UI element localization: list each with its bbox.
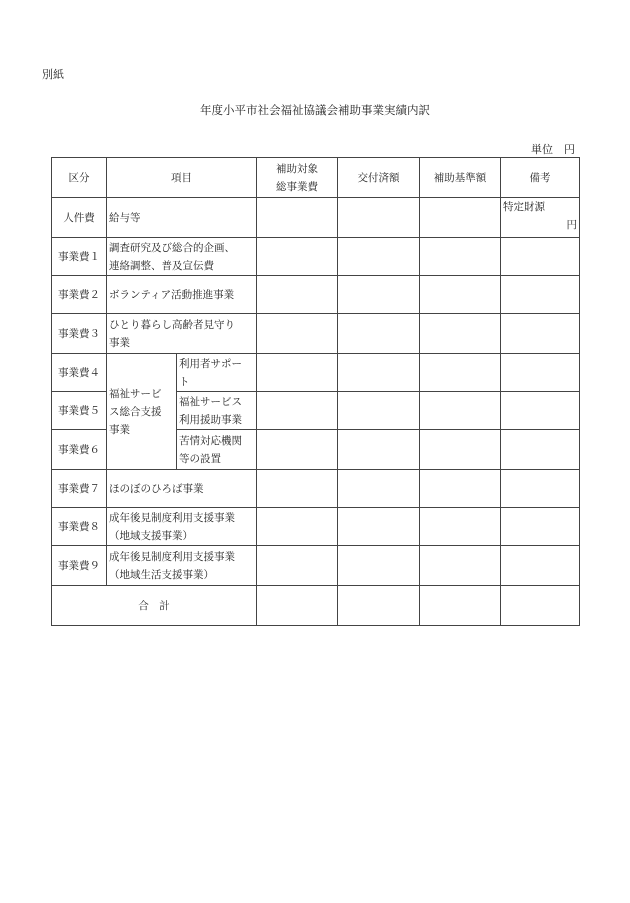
item-line2: （地域生活支援事業） [109, 568, 214, 581]
remarks-cell[interactable] [501, 314, 580, 354]
total-cost-cell[interactable] [257, 508, 338, 546]
remarks-cell[interactable] [501, 430, 580, 470]
item-cell: ほのぼのひろば事業 [107, 470, 257, 508]
header-item: 項目 [107, 158, 257, 198]
group-item-line1: 福祉サービ [109, 387, 162, 400]
category-cell: 事業費９ [52, 546, 107, 586]
category-cell: 事業費１ [52, 238, 107, 276]
category-cell: 事業費８ [52, 508, 107, 546]
total-row [52, 586, 580, 626]
sub-item-cell [177, 430, 257, 470]
sub-item-line1: 苦情対応機関 [179, 434, 242, 447]
category-cell: 事業費３ [52, 314, 107, 354]
total-cost-cell[interactable] [257, 430, 338, 470]
table-row [52, 354, 580, 392]
total-cost-cell[interactable] [257, 470, 338, 508]
table-row [52, 314, 580, 354]
granted-cell[interactable] [338, 470, 420, 508]
item-line2: （地域支援事業） [109, 529, 193, 542]
standard-cell[interactable] [420, 314, 501, 354]
standard-sum-cell[interactable] [420, 586, 501, 626]
granted-cell[interactable] [338, 276, 420, 314]
table-row [52, 276, 580, 314]
remarks-cell[interactable] [501, 354, 580, 392]
total-cost-cell[interactable] [257, 238, 338, 276]
header-total-cost-line2: 総事業費 [276, 180, 318, 193]
category-cell: 事業費６ [52, 430, 107, 470]
total-label: 合 計 [52, 586, 257, 626]
sub-item-line1: 利用者サポー [179, 357, 242, 370]
item-cell: ボランティア活動推進事業 [107, 276, 257, 314]
standard-cell[interactable] [420, 392, 501, 430]
sub-item-cell [177, 392, 257, 430]
sub-item-cell [177, 354, 257, 392]
header-category: 区分 [52, 158, 107, 198]
category-cell: 事業費２ [52, 276, 107, 314]
total-cost-cell[interactable] [257, 276, 338, 314]
remarks-cell[interactable] [501, 238, 580, 276]
category-cell: 人件費 [52, 198, 107, 238]
table-row [52, 198, 580, 238]
total-cost-cell[interactable] [257, 314, 338, 354]
item-cell: 給与等 [107, 198, 257, 238]
category-cell: 事業費７ [52, 470, 107, 508]
group-item-cell [107, 354, 177, 470]
sub-item-line2: ト [179, 375, 190, 388]
standard-cell[interactable] [420, 276, 501, 314]
header-standard: 補助基準額 [420, 158, 501, 198]
sub-item-line2: 等の設置 [179, 452, 221, 465]
total-cost-cell[interactable] [257, 354, 338, 392]
sub-item-line2: 利用援助事業 [179, 413, 242, 426]
standard-cell[interactable] [420, 430, 501, 470]
table-row [52, 238, 580, 276]
category-cell: 事業費４ [52, 354, 107, 392]
table-row [52, 508, 580, 546]
standard-cell[interactable] [420, 546, 501, 586]
remarks-cell[interactable] [501, 546, 580, 586]
remarks-sum-cell[interactable] [501, 586, 580, 626]
standard-cell[interactable] [420, 198, 501, 238]
total-cost-sum-cell[interactable] [257, 586, 338, 626]
item-cell [107, 508, 257, 546]
header-total-cost-line1: 補助対象 [276, 162, 318, 175]
standard-cell[interactable] [420, 470, 501, 508]
total-cost-cell[interactable] [257, 546, 338, 586]
remarks-cell[interactable] [501, 392, 580, 430]
granted-cell[interactable] [338, 392, 420, 430]
category-cell: 事業費５ [52, 392, 107, 430]
table-row [52, 470, 580, 508]
header-total-cost [257, 158, 338, 198]
item-line1: ひとり暮らし高齢者見守り [109, 318, 235, 331]
total-cost-cell[interactable] [257, 392, 338, 430]
item-line1: 調査研究及び総合的企画、 [109, 241, 235, 254]
sub-item-line1: 福祉サービス [179, 395, 242, 408]
remarks-cell[interactable] [501, 470, 580, 508]
item-cell [107, 546, 257, 586]
granted-cell[interactable] [338, 430, 420, 470]
item-line2: 事業 [109, 336, 130, 349]
header-row [52, 158, 580, 198]
granted-cell[interactable] [338, 546, 420, 586]
granted-cell[interactable] [338, 238, 420, 276]
remarks-yen: 円 [566, 219, 577, 231]
remarks-cell[interactable] [501, 198, 580, 238]
granted-sum-cell[interactable] [338, 586, 420, 626]
item-cell [107, 238, 257, 276]
document-title: 年度小平市社会福祉協議会補助事業実績内訳 [200, 103, 430, 117]
group-item-line2: ス総合支援 [109, 405, 162, 418]
group-item-line3: 事業 [109, 423, 130, 436]
breakdown-table [51, 157, 580, 626]
granted-cell[interactable] [338, 508, 420, 546]
attachment-label: 別紙 [42, 68, 64, 81]
item-line2: 連絡調整、普及宣伝費 [109, 259, 214, 272]
header-remarks: 備考 [501, 158, 580, 198]
standard-cell[interactable] [420, 238, 501, 276]
standard-cell[interactable] [420, 508, 501, 546]
remarks-line1: 特定財源 [503, 201, 545, 213]
item-line1: 成年後見制度利用支援事業 [109, 550, 235, 563]
header-granted: 交付済額 [338, 158, 420, 198]
total-cost-cell[interactable] [257, 198, 338, 238]
unit-label: 単位 円 [531, 143, 575, 156]
granted-cell[interactable] [338, 354, 420, 392]
item-cell [107, 314, 257, 354]
granted-cell[interactable] [338, 314, 420, 354]
remarks-cell[interactable] [501, 276, 580, 314]
remarks-cell[interactable] [501, 508, 580, 546]
table-row [52, 546, 580, 586]
granted-cell[interactable] [338, 198, 420, 238]
standard-cell[interactable] [420, 354, 501, 392]
item-line1: 成年後見制度利用支援事業 [109, 511, 235, 524]
